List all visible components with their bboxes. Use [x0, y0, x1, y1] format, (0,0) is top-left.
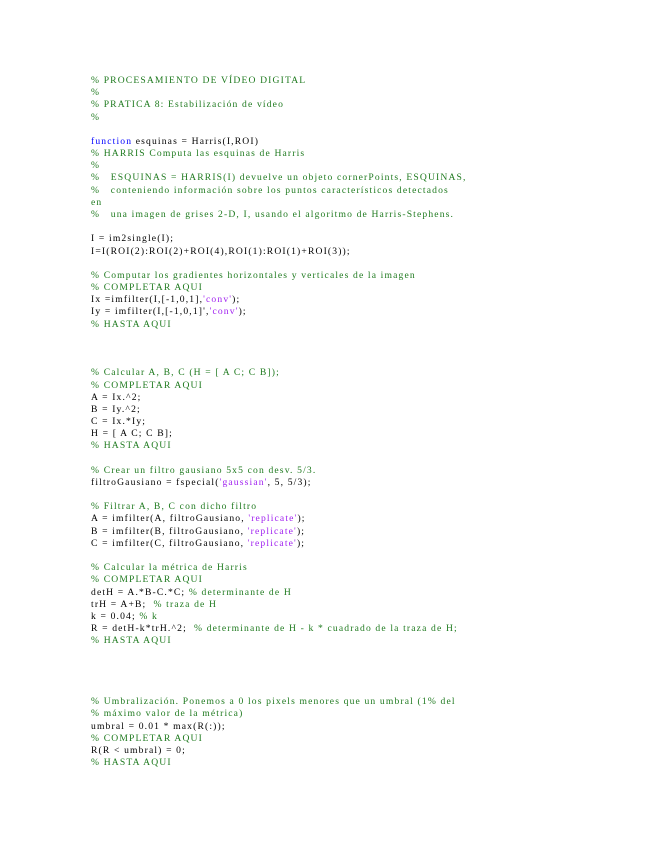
code-line: [91, 465, 316, 477]
code-text: R = detH-k*trH.^2;: [91, 623, 194, 635]
code-comment: % PROCESAMIENTO DE VÍDEO DIGITAL: [91, 75, 307, 86]
code-comment: % máximo valor de la métrica): [91, 708, 244, 720]
code-string: 'replicate': [247, 525, 297, 537]
code-line: [91, 367, 280, 379]
code-comment: % HASTA AQUI: [91, 440, 172, 452]
code-comment: % ESQUINAS = HARRIS(I) devuelve un objeto cornerPoints, ESQUINAS,: [91, 172, 467, 184]
code-keyword: function: [91, 135, 133, 147]
code-line: [91, 160, 100, 172]
code-line: [91, 380, 203, 392]
code-string: 'replicate': [247, 537, 297, 549]
code-comment: % determinante de H: [188, 586, 292, 598]
code-line: [91, 428, 173, 440]
code-line: [91, 75, 306, 87]
code-comment: % COMPLETAR AQUI: [91, 282, 203, 294]
code-comment: % una imagen de grises 2-D, I, usando el algoritmo de Harris-Stephens.: [91, 208, 455, 220]
code-string: 'conv': [203, 294, 233, 306]
code-line: [91, 599, 217, 611]
code-string: 'conv': [209, 306, 239, 318]
code-line: [91, 477, 312, 489]
code-comment: %: [91, 87, 101, 99]
code-line: [91, 733, 203, 745]
code-line: [91, 319, 172, 331]
code-comment: % HARRIS Computa las esquinas de Harris: [91, 148, 306, 160]
code-text: Iy = imfilter(I,[-1,0,1]',: [91, 306, 210, 318]
code-line: [91, 87, 100, 99]
code-comment: % PRATICA 8: Estabilización de vídeo: [91, 99, 285, 111]
code-text: I=I(ROI(2):ROI(2)+ROI(4),ROI(1):ROI(1)+ROI(3));: [91, 245, 351, 257]
code-comment: % Filtrar A, B, C con dicho filtro: [91, 501, 258, 513]
code-text: detH = A.*B-C.*C;: [91, 586, 189, 598]
code-line: [91, 172, 467, 184]
code-comment: % Crear un filtro gausiano 5x5 con desv. 5/3.: [91, 464, 317, 476]
code-line: [91, 99, 284, 111]
code-text: I = im2single(I);: [91, 233, 175, 245]
code-comment: % Calcular la métrica de Harris: [91, 562, 248, 574]
code-line: [91, 745, 186, 757]
code-line: [91, 721, 226, 733]
code-line: [91, 416, 146, 428]
code-comment: % COMPLETAR AQUI: [91, 574, 203, 586]
code-comment: % Calcular A, B, C (H = [ A C; C B]);: [91, 367, 280, 379]
code-line: [91, 526, 305, 538]
code-text: trH = A+B;: [91, 598, 154, 610]
code-string: 'gaussian': [219, 476, 268, 488]
code-comment: % Computar los gradientes horizontales y verticales de la imagen: [91, 269, 416, 281]
code-comment: %: [91, 111, 101, 123]
code-text: C = imfilter(C, filtroGausiano,: [91, 537, 248, 549]
code-line: [91, 246, 351, 258]
code-line: [91, 392, 141, 404]
code-line: [91, 696, 456, 708]
code-comment: % COMPLETAR AQUI: [91, 379, 203, 391]
code-text: );: [296, 537, 306, 549]
code-line: [91, 757, 172, 769]
code-line: [91, 148, 305, 160]
code-text: );: [297, 513, 306, 525]
code-line: [91, 708, 243, 720]
code-comment: % determinante de H - k * cuadrado de la traza de H;: [194, 623, 458, 635]
code-comment: % traza de H: [153, 598, 218, 610]
code-text: B = imfilter(B, filtroGausiano,: [91, 525, 248, 537]
code-line: [91, 635, 172, 647]
code-line: [91, 538, 305, 550]
code-comment: % Umbralización. Ponemos a 0 los pixels menores que un umbral (1% del: [91, 696, 456, 708]
code-line: [91, 440, 172, 452]
code-comment: %: [91, 160, 101, 172]
code-text: esquinas = Harris(I,ROI): [132, 135, 260, 147]
code-line: [91, 306, 247, 318]
code-line: [91, 574, 203, 586]
code-text: filtroGausiano = fspecial(: [91, 476, 220, 488]
code-comment: % HASTA AQUI: [91, 635, 172, 647]
code-line: [91, 562, 248, 574]
code-comment: % HASTA AQUI: [91, 757, 172, 769]
code-line: [91, 611, 158, 623]
code-text: B = Iy.^2;: [91, 403, 141, 415]
code-line: [91, 501, 257, 513]
code-text: umbral = 0.01 * max(R(:));: [91, 720, 226, 732]
code-line: [91, 294, 240, 306]
code-line: [91, 623, 458, 635]
code-text: A = Ix.^2;: [91, 391, 142, 403]
code-text: C = Ix.*Iy;: [91, 416, 147, 428]
code-text: );: [238, 306, 247, 318]
code-line: [91, 197, 102, 209]
code-comment: % conteniendo información sobre los puntos característicos detectados: [91, 184, 449, 196]
code-text: );: [296, 525, 306, 537]
code-text: A = imfilter(A, filtroGausiano,: [91, 513, 249, 525]
code-text: );: [232, 294, 241, 306]
code-comment: % HASTA AQUI: [91, 318, 172, 330]
code-line: [91, 282, 203, 294]
code-text: Ix =imfilter(I,[-1,0,1],: [91, 294, 204, 306]
code-text: k = 0.04;: [91, 610, 140, 622]
code-line: [91, 136, 259, 148]
code-line: [91, 270, 416, 282]
code-line: [91, 112, 100, 124]
code-comment: % COMPLETAR AQUI: [91, 732, 203, 744]
code-comment: % k: [139, 610, 158, 622]
code-text: R(R < umbral) = 0;: [91, 744, 186, 756]
code-text: , 5, 5/3);: [267, 476, 312, 488]
code-comment: en: [91, 196, 103, 208]
code-line: [91, 587, 292, 599]
code-line: [91, 209, 454, 221]
code-string: 'replicate': [248, 513, 298, 525]
code-line: [91, 233, 174, 245]
code-text: H = [ A C; C B];: [91, 428, 173, 440]
code-line: [91, 404, 141, 416]
code-line: [91, 185, 449, 197]
code-line: [91, 513, 306, 525]
